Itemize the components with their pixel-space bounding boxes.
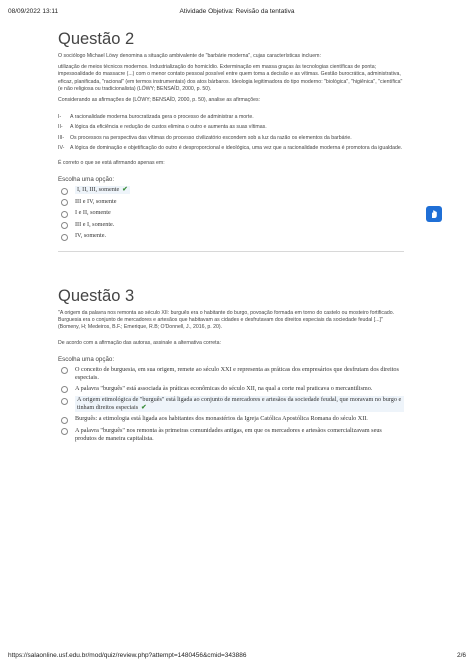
statement-1: I- A racionalidade moderna burocratizada gera o processo de administrar a morte. (58, 114, 254, 121)
print-header (8, 8, 466, 18)
radio-button[interactable] (61, 211, 68, 218)
question-3-quote: "A origem da palavra nos remonta ao século XII: burguês era o habitante do burgo, povoação formada em torno do castelo ou mosteiro fortificado. Burguesia era o conjunto de mercadores e artesãos que habitavam as cidades e desfrutavam dos direitos especiais da sociedade feudal [...]" (Bomeny, H; Medeiros, B.F.; Emerique, R.B; O'Donnell, J., 2016, p. 20). (58, 310, 395, 331)
radio-button[interactable] (61, 428, 68, 435)
statement-3: III- Os processos na perspectiva das vítimas do processo civilizatório escondem sob a luz da razão os elementos da barbárie. (58, 134, 352, 141)
choose-option-label: Escolha uma opção: (58, 176, 115, 184)
option-d[interactable]: Burguês: a etimologia está ligada aos habitantes dos monastérios da Igreja Católica Apostólica Romana do século XII. (58, 415, 404, 424)
question-2-intro: O sociólogo Michael Löwy denomina a situação ambivalente de "barbárie moderna", cujas características incluem: (58, 53, 321, 59)
choose-option-label: Escolha uma opção: (58, 355, 115, 363)
question-3 (58, 287, 404, 446)
question-2 (58, 30, 404, 252)
option-b[interactable]: A palavra "burguês" está associada às práticas econômicas do século XII, na qual a corte real praticava o mercantilismo. (58, 385, 404, 394)
radio-button[interactable] (61, 188, 68, 195)
correct-check-icon: ✔ (141, 404, 147, 412)
page-number: 2/6 (456, 652, 466, 659)
option-a[interactable]: I, II, III, somente ✔ (58, 186, 404, 195)
radio-button[interactable] (61, 398, 68, 405)
question-3-title: Questão 3 (58, 287, 135, 305)
radio-button[interactable] (61, 234, 68, 241)
radio-button[interactable] (61, 386, 68, 393)
radio-button[interactable] (61, 417, 68, 424)
print-date: 08/09/2022 13:11 (8, 8, 59, 15)
accessibility-button[interactable] (426, 206, 442, 222)
question-2-title: Questão 2 (58, 30, 135, 48)
option-b[interactable]: III e IV, somente (58, 198, 404, 207)
question-2-consider: Considerando as afirmações de (LÖWY; BENSAÏD, 2000, p. 50), analise as afirmações: (58, 97, 261, 104)
accessibility-hand-icon (429, 209, 439, 219)
question-2-prompt: É correto o que se está afirmando apenas em: (58, 160, 165, 167)
option-e[interactable]: A palavra "burguês" nos remonta às primeiras comunidades antigas, em que os mercadores e artesãos comercializavam seus produtos de maneira capitalista. (58, 427, 404, 443)
radio-button[interactable] (61, 222, 68, 229)
correct-check-icon: ✔ (122, 186, 128, 194)
divider (58, 251, 404, 252)
radio-button[interactable] (61, 367, 68, 374)
print-footer (8, 652, 466, 662)
option-a[interactable]: O conceito de burguesia, em sua origem, remete ao século XXI e representa as práticas dos empresários que desfrutam dos direitos especiais. (58, 366, 404, 382)
radio-button[interactable] (61, 199, 68, 206)
option-d[interactable]: III e I, somente. (58, 221, 404, 230)
question-2-body: utilização de meios técnicos modernos. Industrialização do homicídio. Exterminação em massa graças às tecnologias científicas de ponta; impessoalidade do massacre (...) com o menor contato pessoal possível entre quem toma a decisão e as vítimas. Gestão burocrática, administrativa, eficaz, planificada, "racional" (em termos instrumentais) dos atos bárbaros. Ideologia legitimadora do tipo moderno: "biológica", "higiênica", "científica" (e não religiosa ou tradicionalista) (LÖWY; BENSAÏD, 2000, p. 50). (58, 64, 403, 92)
option-c[interactable]: A origem etimológica de "burguês" está ligada ao conjunto de mercadores e artesãos da sociedade feudal, que moravam no burgo e tinham direitos especiais ✔ (58, 396, 404, 412)
statement-2: II- A lógica da eficiência e redução de custos elimina o outro e aumenta as suas vítimas. (58, 124, 267, 131)
page-url: https://salaonline.usf.edu.br/mod/quiz/review.php?attempt=1480456&cmid=343886 (8, 652, 247, 659)
option-c[interactable]: I e II, somente (58, 209, 404, 218)
question-3-prompt: De acordo com a afirmação das autoras, assinale a alternativa correta: (58, 339, 221, 346)
option-e[interactable]: IV, somente. (58, 232, 404, 241)
statement-4: IV- A lógica de dominação e objetificação do outro é desproporcional e ideológica, uma vez que a racionalidade moderna é promotora da igualdade. (58, 144, 403, 151)
page-title: Atividade Objetiva: Revisão da tentativa (179, 8, 295, 15)
